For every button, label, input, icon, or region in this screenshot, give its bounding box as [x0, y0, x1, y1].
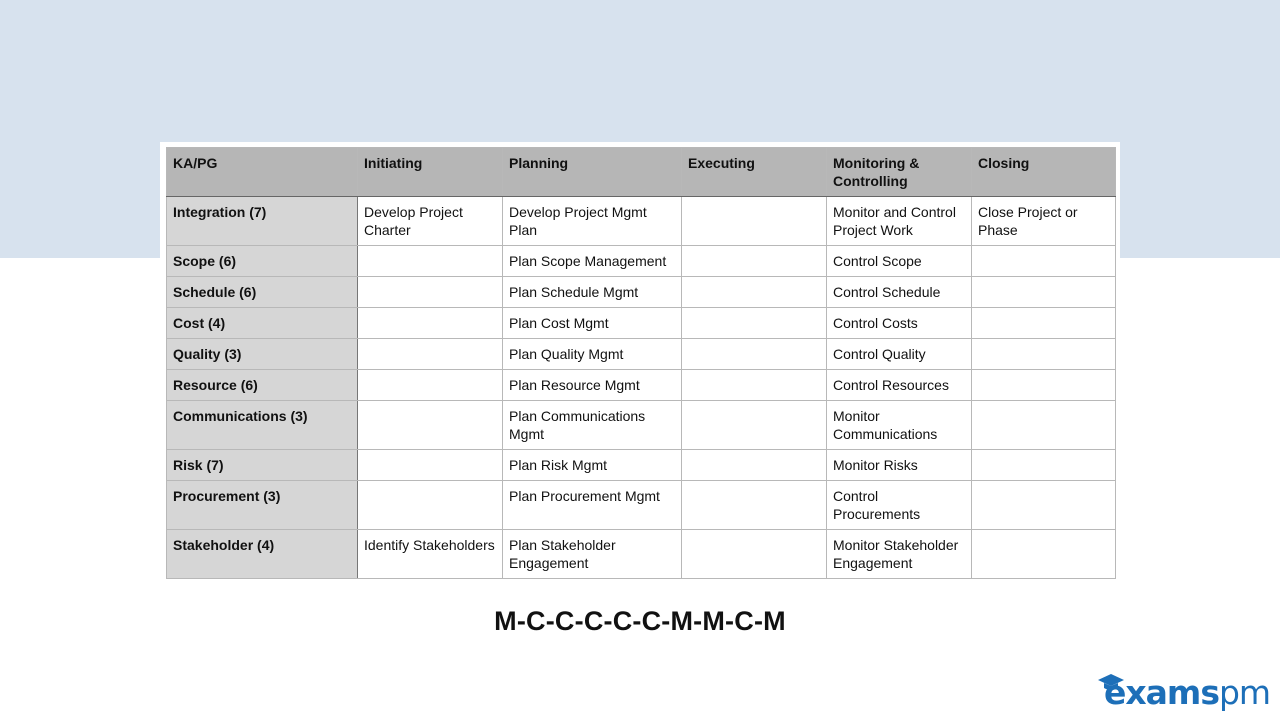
examspm-logo [1096, 672, 1271, 714]
knowledge-area-cell: Risk (7) [167, 450, 358, 481]
table-row [167, 530, 1116, 579]
table-cell [972, 308, 1116, 339]
table-cell [358, 401, 503, 450]
table-cell [682, 277, 827, 308]
table-cell [682, 450, 827, 481]
table-cell: Control Schedule [827, 277, 972, 308]
table-cell: Plan Risk Mgmt [503, 450, 682, 481]
table-row [167, 370, 1116, 401]
table-cell: Develop Project Charter [358, 197, 503, 246]
knowledge-area-cell: Integration (7) [167, 197, 358, 246]
table-row [167, 197, 1116, 246]
table-header-row [167, 148, 1116, 197]
table-cell: Identify Stakeholders [358, 530, 503, 579]
table-cell [358, 308, 503, 339]
table-cell [358, 370, 503, 401]
knowledge-area-cell: Quality (3) [167, 339, 358, 370]
knowledge-area-cell: Stakeholder (4) [167, 530, 358, 579]
process-group-table [166, 147, 1116, 579]
table-cell [972, 481, 1116, 530]
table-cell: Control Scope [827, 246, 972, 277]
table-cell: Plan Quality Mgmt [503, 339, 682, 370]
logo-wordmark [1104, 674, 1270, 712]
table-cell [682, 370, 827, 401]
table-cell: Plan Scope Management [503, 246, 682, 277]
table-cell [972, 450, 1116, 481]
table-cell [972, 339, 1116, 370]
table-cell: Plan Schedule Mgmt [503, 277, 682, 308]
table-cell: Control Costs [827, 308, 972, 339]
table-cell [682, 197, 827, 246]
table-cell [358, 450, 503, 481]
header-cell-planning: Planning [503, 148, 682, 197]
table-cell [972, 370, 1116, 401]
table-cell [682, 401, 827, 450]
table-cell: Monitor Risks [827, 450, 972, 481]
knowledge-area-cell: Procurement (3) [167, 481, 358, 530]
table-cell [358, 481, 503, 530]
table-cell: Close Project or Phase [972, 197, 1116, 246]
table-cell: Monitor Communications [827, 401, 972, 450]
table-cell: Control Resources [827, 370, 972, 401]
logo-text-exams: exams [1104, 673, 1219, 712]
table-row [167, 308, 1116, 339]
table-cell: Plan Procurement Mgmt [503, 481, 682, 530]
table-cell: Plan Communications Mgmt [503, 401, 682, 450]
header-cell-ka-pg: KA/PG [167, 148, 358, 197]
table-cell [682, 246, 827, 277]
table-cell: Control Quality [827, 339, 972, 370]
table-cell [682, 481, 827, 530]
table-row [167, 401, 1116, 450]
table-cell: Plan Resource Mgmt [503, 370, 682, 401]
knowledge-area-cell: Scope (6) [167, 246, 358, 277]
table-cell [972, 246, 1116, 277]
table-cell [972, 277, 1116, 308]
table-row [167, 277, 1116, 308]
header-cell-monitoring-controlling: Monitoring & Controlling [827, 148, 972, 197]
table-cell: Monitor Stakeholder Engagement [827, 530, 972, 579]
table-cell: Monitor and Control Project Work [827, 197, 972, 246]
knowledge-area-cell: Cost (4) [167, 308, 358, 339]
table-row [167, 450, 1116, 481]
table-row [167, 481, 1116, 530]
mnemonic-text: M-C-C-C-C-C-M-M-C-M [494, 606, 786, 636]
table-cell [682, 308, 827, 339]
header-cell-executing: Executing [682, 148, 827, 197]
logo-text-pm: pm [1218, 673, 1271, 712]
knowledge-area-cell: Schedule (6) [167, 277, 358, 308]
table-cell: Plan Cost Mgmt [503, 308, 682, 339]
table-cell: Control Procurements [827, 481, 972, 530]
header-cell-closing: Closing [972, 148, 1116, 197]
table-cell [358, 246, 503, 277]
table-cell [682, 530, 827, 579]
table-row [167, 246, 1116, 277]
table-row [167, 339, 1116, 370]
table-cell: Plan Stakeholder Engagement [503, 530, 682, 579]
table-cell [972, 530, 1116, 579]
knowledge-area-cell: Resource (6) [167, 370, 358, 401]
table-cell [972, 401, 1116, 450]
table-cell [682, 339, 827, 370]
table-cell [358, 277, 503, 308]
table-cell [358, 339, 503, 370]
table-cell: Develop Project Mgmt Plan [503, 197, 682, 246]
header-cell-initiating: Initiating [358, 148, 503, 197]
knowledge-area-cell: Communications (3) [167, 401, 358, 450]
